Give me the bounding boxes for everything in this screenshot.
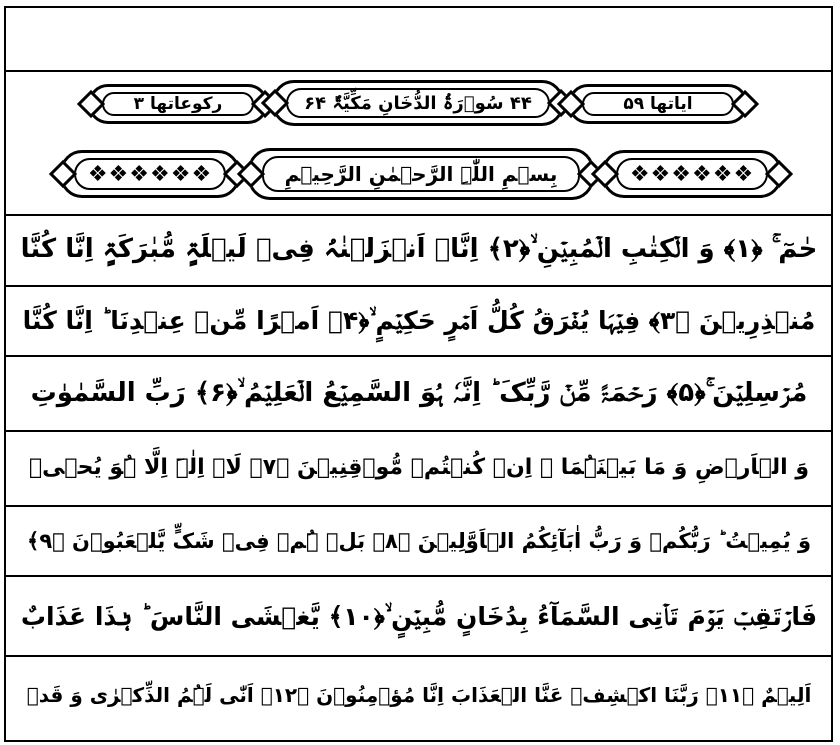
verse-line bbox=[14, 438, 824, 496]
surah-title-cartouche bbox=[272, 80, 564, 126]
verse-line-text: مُنۡذِرِیۡنَ ﴿۳﴾ فِیۡہَا یُفۡرَقُ کُلُّ اَمۡرٍ حَکِیۡمٍ ۙ﴿۴﴾ اَمۡرًا مِّنۡ عِنۡدِنَا ؕ اِنَّا کُنَّا bbox=[22, 306, 816, 335]
ornament-left bbox=[60, 150, 240, 198]
divider bbox=[4, 655, 833, 657]
bismillah-cartouche bbox=[248, 148, 594, 200]
rukuat-label: رکوعاتھا ۳ bbox=[133, 94, 223, 114]
floral-lattice-icon: ❖❖❖❖❖❖ bbox=[74, 158, 226, 190]
verse-line bbox=[14, 220, 824, 278]
verse-line bbox=[14, 588, 824, 646]
ayat-label: ایاتھا ۵۹ bbox=[623, 94, 693, 114]
verse-line-text: مُرۡسِلِیۡنَ ۚ﴿۵﴾ رَحۡمَۃً مِّنۡ رَّبِّکَ ؕ اِنَّہٗ ہُوَ السَّمِیۡعُ الۡعَلِیۡمُ ۙ﴿۶﴾ رَبِّ السَّمٰوٰتِ bbox=[30, 377, 808, 408]
verse-line-text: فَارۡتَقِبۡ یَوۡمَ تَاۡتِی السَّمَآءُ بِدُخَانٍ مُّبِیۡنٍ ۙ﴿۱۰﴾ یَّغۡشَی النَّاسَ ؕ ہٰذَا عَذَابٌ bbox=[20, 602, 818, 631]
verse-line-text: وَ یُمِیۡتُ ؕ رَبُّکُمۡ وَ رَبُّ اٰبَآئِکُمُ الۡاَوَّلِیۡنَ ﴿۸﴾ بَلۡ ہُمۡ فِیۡ شَکٍّ یَّلۡعَبُوۡنَ ﴿۹﴾ bbox=[27, 529, 812, 553]
rukuat-cartouche bbox=[88, 84, 268, 124]
divider bbox=[4, 355, 833, 357]
surah-title: ۴۴ سُوۡرَۃُ الدُّخَانِ مَکِّیَّۃٌ ۶۴ bbox=[304, 92, 532, 114]
ayat-cartouche bbox=[568, 84, 748, 124]
divider bbox=[4, 575, 833, 577]
divider bbox=[4, 505, 833, 507]
divider bbox=[4, 70, 833, 72]
verse-line-text: اَلِیۡمٌ ﴿۱۱﴾ رَبَّنَا اکۡشِفۡ عَنَّا الۡعَذَابَ اِنَّا مُؤۡمِنُوۡنَ ﴿۱۲﴾ اَنّٰی لَہُمُ الذِّکۡرٰی وَ قَدۡ bbox=[26, 683, 812, 707]
verse-line bbox=[14, 666, 824, 724]
verse-line bbox=[14, 512, 824, 570]
verse-line-text: وَ الۡاَرۡضِ وَ مَا بَیۡنَہُمَا ۘ اِنۡ کُنۡتُمۡ مُّوۡقِنِیۡنَ ﴿۷﴾ لَاۤ اِلٰہَ اِلَّا ہُوَ یُحۡیٖ bbox=[28, 454, 810, 480]
divider bbox=[4, 285, 833, 287]
bismillah-text: بِسۡمِ اللّٰہِ الرَّحۡمٰنِ الرَّحِیۡمِ bbox=[284, 162, 558, 186]
verse-line bbox=[14, 364, 824, 422]
floral-lattice-icon: ❖❖❖❖❖❖ bbox=[616, 158, 768, 190]
divider bbox=[4, 214, 833, 216]
divider bbox=[4, 430, 833, 432]
verse-line-text: حٰمٓ ۚ ﴿۱﴾ وَ الۡکِتٰبِ الۡمُبِیۡنِ ۙ﴿۲﴾ اِنَّاۤ اَنۡزَلۡنٰہُ فِیۡ لَیۡلَۃٍ مُّبٰرَکَۃٍ اِنَّا کُنَّا bbox=[20, 233, 818, 264]
verse-line bbox=[14, 292, 824, 350]
ornament-right bbox=[602, 150, 782, 198]
